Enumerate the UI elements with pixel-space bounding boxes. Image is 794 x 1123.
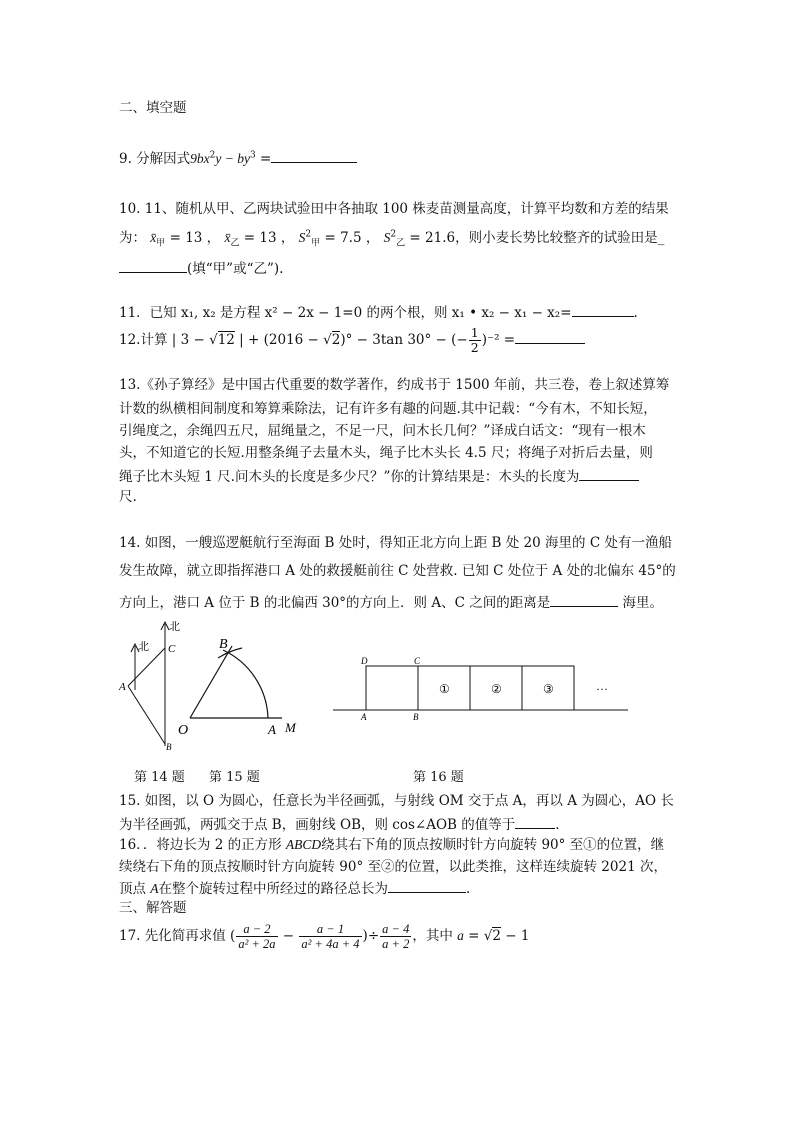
- section-title-solve: 三、解答题: [119, 900, 187, 916]
- q17-f1-num: a − 2: [236, 922, 277, 937]
- fig14-label-C: C: [168, 643, 176, 655]
- q14-answer-blank[interactable]: [550, 592, 618, 607]
- question-15-line1: 15. 如图，以 O 为圆心，任意长为半径画弧，与射线 OM 交于点 A，再以 A 为圆心，AO 长: [119, 793, 674, 809]
- q10-mean-jia-symbol: x̄: [150, 230, 157, 245]
- question-9: 9. 分解因式$9bx^2y - by^3$ =: [119, 148, 357, 168]
- q10-sub-jia-2: 甲: [311, 238, 321, 249]
- fig16-label-dots: …: [596, 679, 608, 693]
- fig15-label-M: M: [285, 720, 296, 735]
- q17-f3-den: a + 2: [382, 937, 410, 951]
- fig16-square-ABCD: [366, 666, 418, 710]
- fig16-label-3: ③: [543, 682, 554, 696]
- q10-mean-jia: = 13 ，: [165, 230, 221, 246]
- fig16-label-D: D: [361, 656, 368, 666]
- q16-abcd: ABCD: [285, 837, 322, 852]
- q13-answer-blank[interactable]: [579, 466, 639, 481]
- fig15-label-O: O: [178, 723, 189, 738]
- q17-frac1: [236, 922, 277, 951]
- question-16-line2: 续绕右下角的顶点按顺时针方向旋转 90° 至②的位置，以此类推，这样连续旋转 2021 次，: [119, 859, 667, 875]
- caption-fig15: 第 15 题: [209, 770, 260, 785]
- q9-prefix: 9. 分解因式: [119, 151, 191, 167]
- q12-mid: | + (2016 −: [234, 332, 324, 348]
- question-10-line3: [119, 258, 283, 278]
- q17-cond-eq: =: [463, 928, 484, 944]
- fig16-label-1: ①: [439, 682, 450, 696]
- q10-sub-yi-1: 乙: [230, 238, 240, 249]
- question-13-line2: 计数的纵横相间制度和筹算乘除法，记有许多有趣的问题.其中记载：“今有木，不知长短，: [119, 401, 657, 417]
- q12-sqrt2: 2: [331, 332, 341, 348]
- question-12: 12.计算 | 3 − √12 | + (2016 − √2)° − 3tan 30° − (− $\frac{1}{2}$ )⁻² =: [119, 326, 585, 355]
- q17-prefix: 17. 先化简再求值 (: [119, 928, 236, 944]
- question-14-line2: 发生故障，就立即指挥港口 A 处的救援艇前往 C 处营救. 已知 C 处位于 A 处的北偏东 45°的: [119, 563, 676, 579]
- section-title-fill-blank: 二、填空题: [119, 100, 187, 116]
- q12-prefix: 12.计算 | 3 −: [119, 332, 210, 348]
- q17-frac2: [299, 922, 361, 951]
- q10-sub-yi-2: 乙: [396, 238, 406, 249]
- question-10-line1: 10. 11、随机从甲、乙两块试验田中各抽取 100 株麦苗测量高度，计算平均数和方差的结果: [119, 201, 669, 217]
- q17-f2-num: a − 1: [299, 922, 361, 937]
- q17-f1-den: a² + 2a: [238, 937, 276, 951]
- q13-line5-text: 绳子比木头短 1 尺.问木头的长度是多少尺？”你的计算结果是：木头的长度为: [119, 469, 580, 485]
- q16-l1b: 绕其右下角的顶点按顺时针方向旋转 90° 至①的位置，继: [321, 837, 665, 853]
- q10-var-yi-symbol: S: [383, 230, 391, 245]
- fig14-label-B: B: [166, 742, 172, 752]
- question-14-line3: [119, 592, 663, 612]
- q10-line3-text: (填“甲”或“乙”).: [187, 261, 284, 277]
- q17-cond-a: a: [457, 928, 464, 943]
- fig14-north-label-1: 北: [138, 641, 149, 653]
- q12-pow: )⁻² =: [481, 332, 516, 348]
- question-16-line3: [119, 878, 470, 898]
- figure-16: [333, 666, 628, 710]
- q10-var-jia-symbol: S: [298, 230, 306, 245]
- question-17: 17. 先化简再求值 ( $\frac{a - 2}{\text{a² + 2a}}$ − $\frac{a - 1}{\text{a² + 4a + 4}}$ )÷ $\frac{a - 4}{a + 2}$ ，其中 a = √2 − 1: [119, 922, 530, 951]
- q15-line2-text: 为半径画弧，两弧交于点 B，画射线 OB，则 cos∠AOB 的值等于: [119, 817, 516, 833]
- question-10-line2: 为： $x̄_甲 = 13$ ， $x̄_乙 = 13$ ， $S^2_甲 = 7.5$ ， $S^2_乙 = 21.6$，则小麦长势比较整齐的试验田是_: [119, 229, 665, 249]
- q10-suffix: ，则小麦长势比较整齐的试验田是_: [455, 230, 665, 246]
- fig15-ray-OB: [190, 646, 232, 718]
- q9-expr-b: y − by: [215, 151, 250, 166]
- q10-mean-yi-symbol: x̄: [224, 230, 231, 245]
- q9-eq: =: [255, 151, 272, 167]
- figures: [0, 618, 794, 758]
- question-13-line6: 尺.: [119, 489, 137, 505]
- q10-prefix: 为：: [119, 230, 146, 246]
- q12-fraction: [469, 326, 481, 355]
- q17-f2-den: a² + 4a + 4: [301, 937, 360, 951]
- q11-end: .: [633, 305, 638, 321]
- q15-answer-blank[interactable]: [515, 814, 555, 829]
- q10-sub-jia-1: 甲: [156, 238, 166, 249]
- q9-answer-blank[interactable]: [271, 148, 357, 163]
- fig16-label-B: B: [413, 712, 419, 722]
- question-11: [119, 302, 638, 322]
- fig14-line-AB: [128, 686, 165, 744]
- q10-var-jia: = 7.5 ，: [320, 230, 380, 246]
- question-13-line3: 引绳度之，余绳四五尺，屈绳量之，不足一尺，问木长几何？”译成白话文：“现有一根木: [119, 423, 646, 439]
- q16-l3a: 顶点: [119, 881, 151, 897]
- fig15-label-A: A: [268, 722, 276, 737]
- q16-answer-blank[interactable]: [388, 878, 466, 893]
- q12-answer-blank[interactable]: [515, 329, 585, 344]
- question-13-line5: [119, 466, 639, 486]
- q12-sqrt12: 12: [217, 332, 235, 348]
- q9-expr-a: 9bx: [190, 151, 210, 166]
- fig16-label-A: A: [361, 712, 367, 722]
- question-13-line4: 头，不知道它的长短.用整条绳子去量木头，绳子比木头长 4.5 尺；将绳子对折后去量，则: [119, 445, 653, 461]
- fig15-label-B: B: [219, 637, 228, 652]
- q10-answer-blank[interactable]: [119, 258, 187, 273]
- q12-den: 2: [470, 340, 479, 355]
- q16-end: .: [466, 881, 471, 897]
- fig16-label-2: ②: [491, 682, 502, 696]
- q17-cond-end: − 1: [500, 928, 530, 944]
- question-14-line1: 14. 如图，一艘巡逻艇航行至海面 B 处时，得知正北方向上距 B 处 20 海里的 C 处有一渔船: [119, 535, 672, 551]
- fig16-label-C: C: [414, 656, 421, 666]
- q16-l3b: 在整个旋转过程中所经过的路径总长为: [158, 881, 389, 897]
- caption-fig16: 第 16 题: [413, 770, 464, 785]
- question-16-line1: [119, 836, 664, 854]
- figure-15: [190, 646, 282, 718]
- q16-a: A: [150, 881, 159, 896]
- q17-frac3: [380, 922, 411, 951]
- q12-num: 1: [470, 325, 479, 340]
- caption-fig14: 第 14 题: [134, 770, 185, 785]
- q17-cond-sqrt: 2: [492, 928, 501, 944]
- q17-mid: )÷: [362, 928, 380, 944]
- fig15-arc-O: [223, 650, 268, 718]
- q11-text: 11．已知 x₁, x₂ 是方程 x² − 2x − 1=0 的两个根，则 x₁ • x₂ − x₁ − x₂=: [119, 305, 572, 321]
- q11-answer-blank[interactable]: [572, 302, 634, 317]
- q10-var-yi: = 21.6: [405, 230, 456, 246]
- q17-f3-num: a − 4: [382, 922, 410, 936]
- fig14-north-label-2: 北: [169, 621, 180, 633]
- q10-mean-yi: = 13 ，: [239, 230, 295, 246]
- fig14-line-AC: [128, 648, 165, 686]
- question-13-line1: 13.《孙子算经》是中国古代重要的数学著作，约成书于 1500 年前，共三卷，卷上叙述算筹: [119, 377, 670, 393]
- fig14-label-A: A: [119, 681, 126, 693]
- q14-end: 海里。: [618, 595, 664, 611]
- q15-end: .: [555, 817, 560, 833]
- q14-line3-text: 方向上，港口 A 位于 B 的北偏西 30°的方向上．则 A、C 之间的距离是: [119, 595, 551, 611]
- q16-l1a: 16．．将边长为 2 的正方形: [119, 837, 286, 853]
- question-15-line2: [119, 814, 560, 834]
- q17-suffix: ，其中: [412, 928, 458, 944]
- q12-mid2: )° − 3tan 30° − (−: [340, 332, 468, 348]
